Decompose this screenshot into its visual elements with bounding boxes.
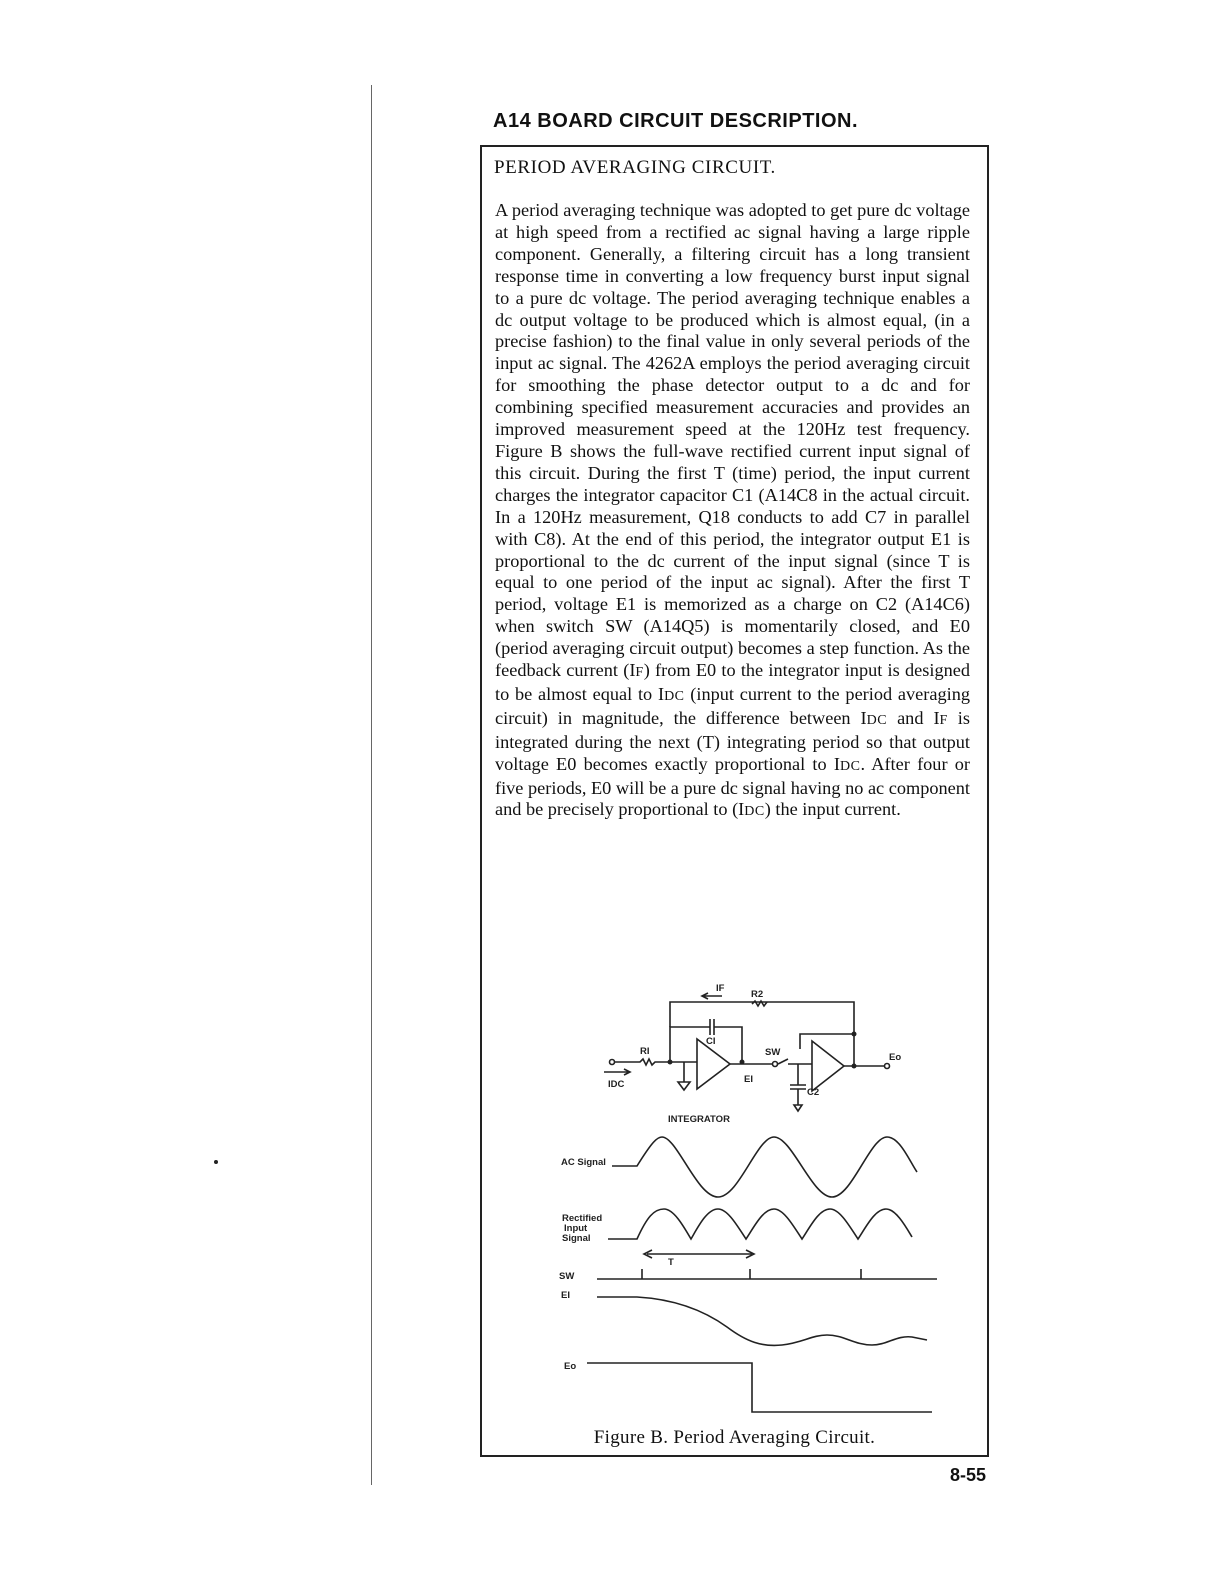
ground-1-icon (678, 1062, 690, 1090)
figure-caption: Figure B. Period Averaging Circuit. (593, 1427, 876, 1448)
label-idc: IDC (608, 1079, 625, 1090)
text-part-7: ) the input current. (764, 799, 901, 820)
junction-dot (852, 1032, 857, 1037)
eo-waveform (587, 1363, 932, 1412)
input-terminal (610, 1060, 615, 1065)
r2-feedback-wire (670, 1002, 854, 1034)
text-part-6: . After four or five periods, E0 will be a pure dc signal having no ac component and be precisely proportional to ( (495, 753, 970, 820)
text-part-3: (input current to the period averaging circuit) in magnitude, the difference between (495, 683, 970, 728)
i-letter: I (833, 753, 840, 774)
text-part-1: A period averaging technique was adopted to get pure dc voltage at high speed from a rectified ac signal having a large ripple component. Generally, a filtering circuit has a long transient response time in converting a low frequency burst input signal to a pure dc voltage. The period averaging technique enables a dc output voltage to be produced which is almost equal, (in a precise fashion) to the final value in only several periods of the input ac signal. The 4262A employs the period averaging circuit for smoothing the phase detector output to a dc and for combining specified measurement accuracies and provides an improved measurement speed at the 120Hz test frequency. Figure B shows the full-wave rectified current input signal of this circuit. During the first T (time) period, the input current charges the integrator capacitor C1 (A14C8 in the actual circuit. In a 120Hz measurement, Q18 conducts to add C7 in parallel with C8). At the end of this period, the integrator output E1 is proportional to the dc current of the input signal (since T is equal to one period of the input ac signal). After the first T period, voltage E1 is memorized as a charge on C2 (A14C6) when switch SW (A14Q5) is momentarily closed, and E0 (period averaging circuit output) becomes a step function. As the feedback current ( (495, 200, 970, 681)
buffer-opamp (812, 1041, 844, 1091)
switch-contact (773, 1062, 778, 1067)
sw-waveform (597, 1269, 937, 1279)
i-letter: I (933, 707, 940, 728)
i-letter: I (738, 799, 745, 820)
label-c2: C2 (807, 1087, 820, 1098)
e1-waveform (597, 1297, 927, 1345)
label-t: T (668, 1257, 674, 1268)
dc-subscript: DC (664, 688, 685, 704)
label-c1: CI (706, 1036, 716, 1047)
description-box (480, 145, 989, 1457)
label-sw-row: SW (559, 1271, 575, 1282)
label-eo: Eo (889, 1052, 902, 1063)
c2-capacitor (790, 1064, 806, 1111)
label-r1: RI (640, 1046, 650, 1057)
label-signal: Signal (562, 1233, 591, 1244)
dc-subscript: DC (866, 712, 888, 728)
label-if: IF (716, 983, 725, 994)
i-letter: I (629, 660, 636, 681)
output-terminal (885, 1064, 890, 1069)
period-t-arrow (644, 1250, 754, 1258)
ac-signal-waveform (612, 1137, 917, 1197)
section-heading: A14 BOARD CIRCUIT DESCRIPTION. (493, 110, 859, 132)
rectified-waveform (608, 1209, 912, 1239)
junction-dot (852, 1064, 857, 1069)
f-subscript: F (635, 665, 644, 681)
i-letter: I (860, 707, 867, 728)
switch-sw (778, 1059, 812, 1064)
label-e1-row: EI (561, 1290, 570, 1301)
text-part-2: ) from E0 to the integrator input is designed to be almost equal to (495, 660, 970, 704)
junction-dot (740, 1060, 745, 1065)
dc-subscript: DC (744, 804, 765, 820)
box-title: PERIOD AVERAGING CIRCUIT. (494, 157, 776, 178)
f-subscript: F (939, 712, 948, 728)
label-rectified: Rectified (562, 1213, 603, 1224)
label-r2: R2 (751, 989, 764, 1000)
label-ac-signal: AC Signal (561, 1157, 606, 1168)
label-sw: SW (765, 1047, 781, 1058)
dc-subscript: DC (840, 758, 861, 774)
label-integrator: INTEGRATOR (668, 1114, 730, 1125)
text-part-5: is integrated during the next (T) integrating period so that output voltage E0 becomes exactly proportional to (495, 707, 970, 774)
idc-arrow (604, 1069, 630, 1075)
label-input: Input (564, 1223, 588, 1234)
page-number: 8-55 (950, 1465, 987, 1485)
text-part-4: and (887, 707, 934, 728)
label-eo-row: Eo (564, 1361, 577, 1372)
margin-line (371, 85, 372, 1485)
circuit-figure (482, 147, 987, 1457)
label-e1: EI (744, 1074, 753, 1085)
junction-dot (668, 1060, 673, 1065)
i-letter: I (657, 683, 665, 704)
c1-capacitor (710, 1019, 714, 1035)
margin-dot (214, 1160, 218, 1164)
integrator-output-wire (730, 1062, 772, 1064)
